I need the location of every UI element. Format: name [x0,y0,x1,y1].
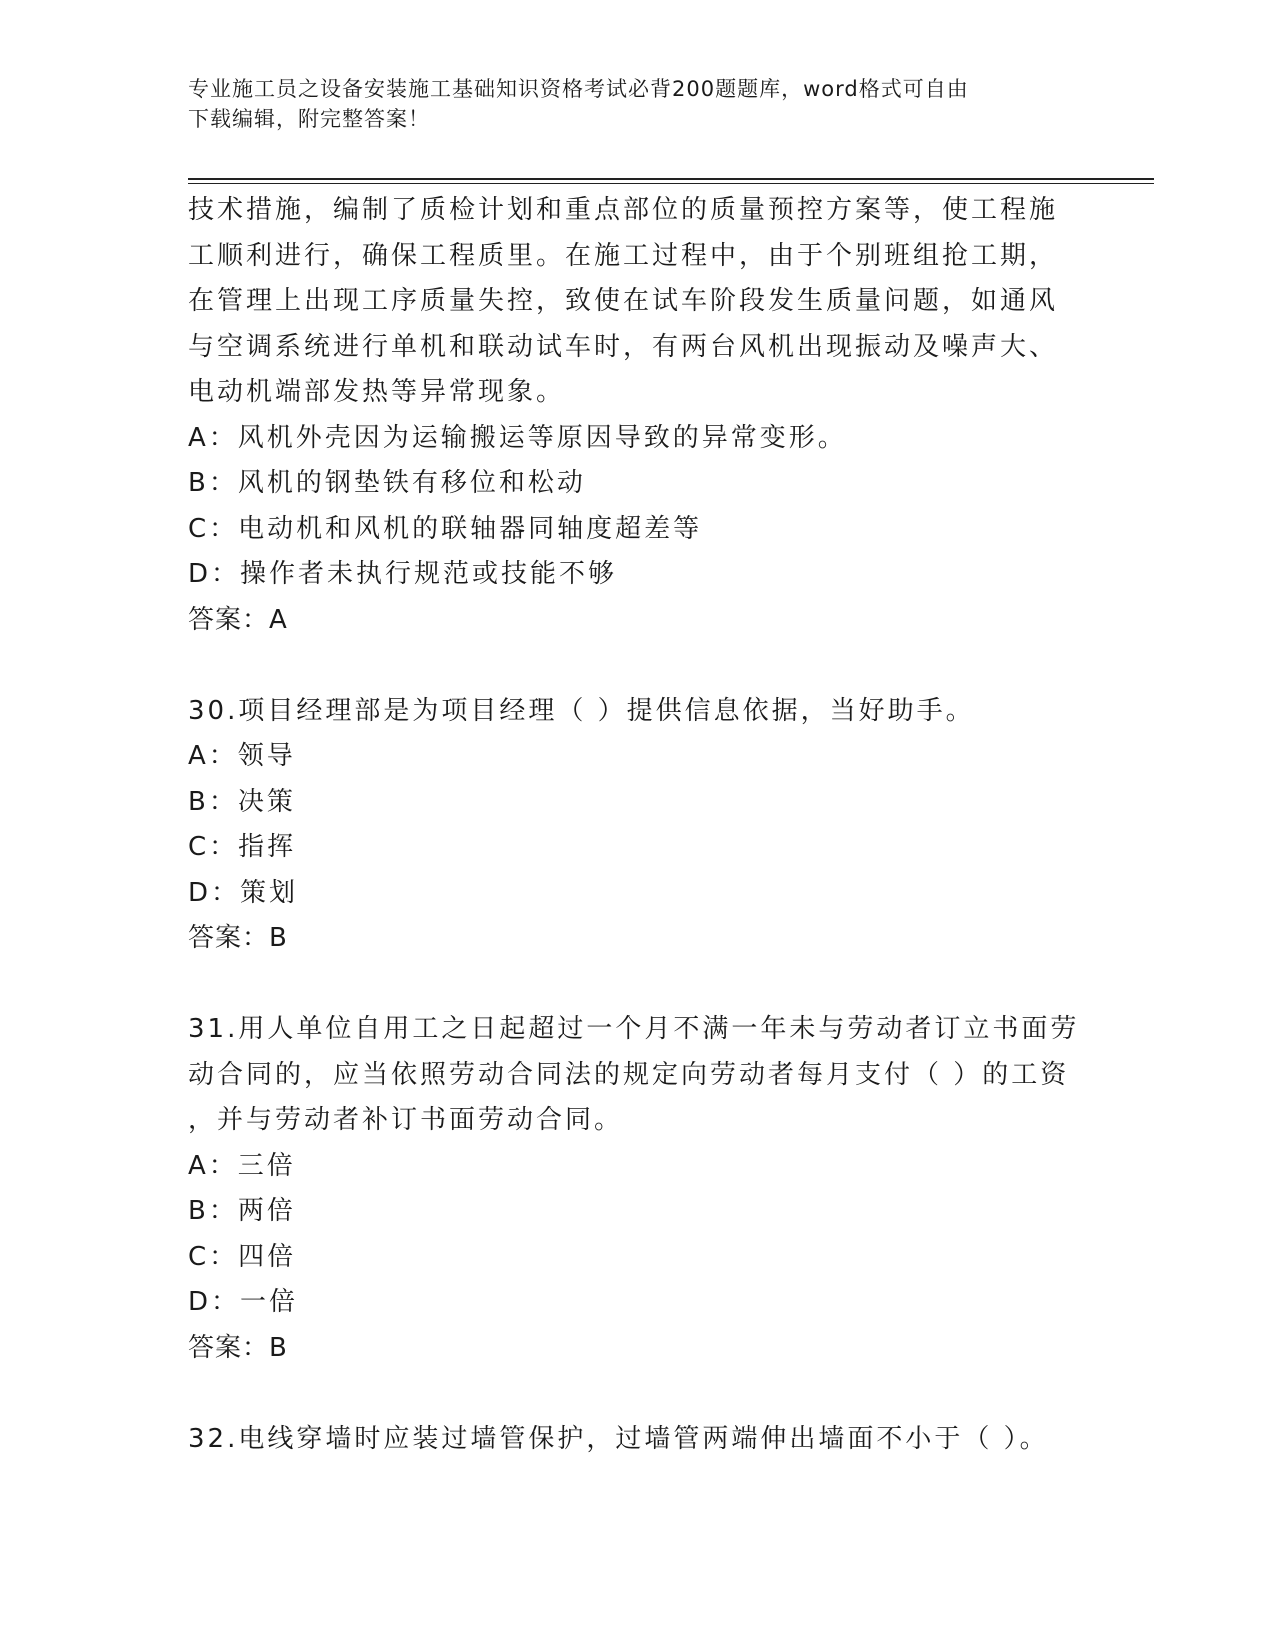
document-body [188,188,1088,1462]
question-text-line: 32.电线穿墙时应装过墙管保护，过墙管两端伸出墙面不小于（ ）。 [188,1423,1049,1454]
option-c: C：电动机和风机的联轴器同轴度超差等 [188,513,703,544]
answer-line: 答案：B [188,923,288,953]
header-rule-thick [188,178,1154,180]
answer-line: 答案：A [188,604,288,635]
question-text-line: 电动机端部发热等异常现象。 [188,377,566,407]
option-b: B：决策 [188,786,296,817]
option-a: A：领导 [188,741,296,771]
option-c: C：四倍 [188,1241,297,1272]
option-d: D：策划 [188,877,299,908]
question-text-line: 与空调系统进行单机和联动试车时，有两台风机出现振动及噪声大、 [188,331,1059,362]
question-29-continuation [188,188,1088,643]
option-a: A：三倍 [188,1150,296,1181]
question-text-line: ，并与劳动者补订书面劳动合同。 [188,1105,624,1135]
option-d: D：一倍 [188,1287,299,1317]
question-31 [188,1007,1088,1371]
option-d: D：操作者未执行规范或技能不够 [188,559,618,589]
question-32 [188,1417,1088,1463]
answer-line: 答案：B [188,1332,288,1363]
document-header [188,74,1088,134]
question-text-line: 动合同的，应当依照劳动合同法的规定向劳动者每月支付（ ）的工资 [188,1059,1070,1090]
option-b: B：风机的钢垫铁有移位和松动 [188,468,586,498]
spacer [188,643,1088,689]
header-rule-thin [188,183,1154,184]
question-text-line: 工顺利进行，确保工程质里。在施工过程中，由于个别班组抢工期， [188,240,1059,271]
question-text-line: 技术措施，编制了质检计划和重点部位的质量预控方案等，使工程施 [188,195,1059,225]
question-text-line: 31.用人单位自用工之日起超过一个月不满一年未与劳动者订立书面劳 [188,1014,1080,1044]
spacer [188,1371,1088,1417]
question-text-line: 在管理上出现工序质量失控，致使在试车阶段发生质量问题，如通风 [188,286,1059,316]
option-c: C：指挥 [188,832,297,862]
option-b: B：两倍 [188,1196,296,1226]
spacer [188,962,1088,1008]
option-a: A：风机外壳因为运输搬运等原因导致的异常变形。 [188,422,847,453]
question-30 [188,689,1088,962]
header-line: 下载编辑，附完整答案！ [188,107,430,131]
header-line: 专业施工员之设备安装施工基础知识资格考试必背200题题库，word格式可自由 [188,77,969,101]
question-text-line: 30.项目经理部是为项目经理（ ）提供信息依据，当好助手。 [188,695,975,726]
